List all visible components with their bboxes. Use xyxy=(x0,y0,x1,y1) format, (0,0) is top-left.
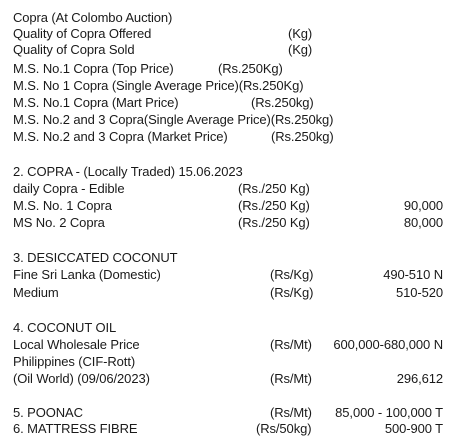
row-label: (Oil World) (09/06/2023) xyxy=(13,371,150,386)
row-unit: (Rs/Mt) xyxy=(270,371,312,386)
table-row xyxy=(13,215,443,231)
table-row xyxy=(13,95,443,111)
row-unit: (Rs.250Kg) xyxy=(218,61,283,76)
section-copra-local-header xyxy=(13,164,443,180)
row-unit: (Rs/Mt) xyxy=(270,405,312,420)
section-heading: 6. MATTRESS FIBRE xyxy=(13,421,138,436)
row-label: Medium xyxy=(13,285,59,300)
section-heading: 5. POONAC xyxy=(13,405,83,420)
row-label: Local Wholesale Price xyxy=(13,337,140,352)
row-unit: (Rs/Mt) xyxy=(270,337,312,352)
row-unit: (Rs./250 Kg) xyxy=(238,215,310,230)
row-unit: (Rs.250kg) xyxy=(251,95,314,110)
table-row xyxy=(13,337,443,353)
row-label: M.S. No.2 and 3 Copra (Market Price) xyxy=(13,129,228,144)
table-row xyxy=(13,285,443,301)
section-desiccated-header xyxy=(13,250,443,266)
row-unit: (Rs/Kg) xyxy=(270,285,314,300)
row-value: 600,000-680,000 N xyxy=(333,337,443,352)
row-value: 90,000 xyxy=(403,198,443,213)
table-row xyxy=(13,129,443,145)
row-text: M.S. No 1 Copra (Single Average Price)(Rs.250Kg) xyxy=(13,78,304,93)
section-mattress-fibre xyxy=(13,421,443,437)
table-row xyxy=(13,61,443,77)
row-unit: (Rs./250 Kg) xyxy=(238,198,310,213)
row-text: M.S. No.2 and 3 Copra(Single Average Price)(Rs.250kg) xyxy=(13,112,334,127)
row-value: 490-510 N xyxy=(383,267,443,282)
row-label: Fine Sri Lanka (Domestic) xyxy=(13,267,161,282)
table-row xyxy=(13,354,443,370)
table-row xyxy=(13,371,443,387)
row-label: M.S. No.1 Copra (Top Price) xyxy=(13,61,174,76)
row-value: 296,612 xyxy=(396,371,443,386)
section-heading: 3. DESICCATED COCONUT xyxy=(13,250,178,265)
row-value: 510-520 xyxy=(395,285,443,300)
row-label: M.S. No. 1 Copra xyxy=(13,198,112,213)
table-row xyxy=(13,26,443,42)
section-copra-auction-header xyxy=(13,10,443,26)
table-row xyxy=(13,112,443,128)
table-row xyxy=(13,181,443,197)
table-row xyxy=(13,267,443,283)
row-label: Philippines (CIF-Rott) xyxy=(13,354,136,369)
row-label: Quality of Copra Offered xyxy=(13,26,152,41)
row-label: Quality of Copra Sold xyxy=(13,42,135,57)
row-value: 85,000 - 100,000 T xyxy=(335,405,443,420)
table-row xyxy=(13,78,443,94)
section-poonac xyxy=(13,405,443,421)
section-heading: 4. COCONUT OIL xyxy=(13,320,117,335)
row-label: daily Copra - Edible xyxy=(13,181,125,196)
section-heading: Copra (At Colombo Auction) xyxy=(13,10,173,25)
row-unit: (Kg) xyxy=(288,26,313,41)
row-unit: (Rs/Kg) xyxy=(270,267,314,282)
row-unit: (Rs./250 Kg) xyxy=(238,181,310,196)
table-row xyxy=(13,198,443,214)
table-row xyxy=(13,42,443,58)
row-label: M.S. No.1 Copra (Mart Price) xyxy=(13,95,179,110)
section-coconut-oil-header xyxy=(13,320,443,336)
row-unit: (Kg) xyxy=(288,42,313,57)
row-value: 80,000 xyxy=(403,215,443,230)
row-label: MS No. 2 Copra xyxy=(13,215,105,230)
section-heading: 2. COPRA - (Locally Traded) 15.06.2023 xyxy=(13,164,243,179)
row-unit: (Rs/50kg) xyxy=(256,421,312,436)
row-value: 500-900 T xyxy=(384,421,443,436)
row-unit: (Rs.250kg) xyxy=(271,129,334,144)
